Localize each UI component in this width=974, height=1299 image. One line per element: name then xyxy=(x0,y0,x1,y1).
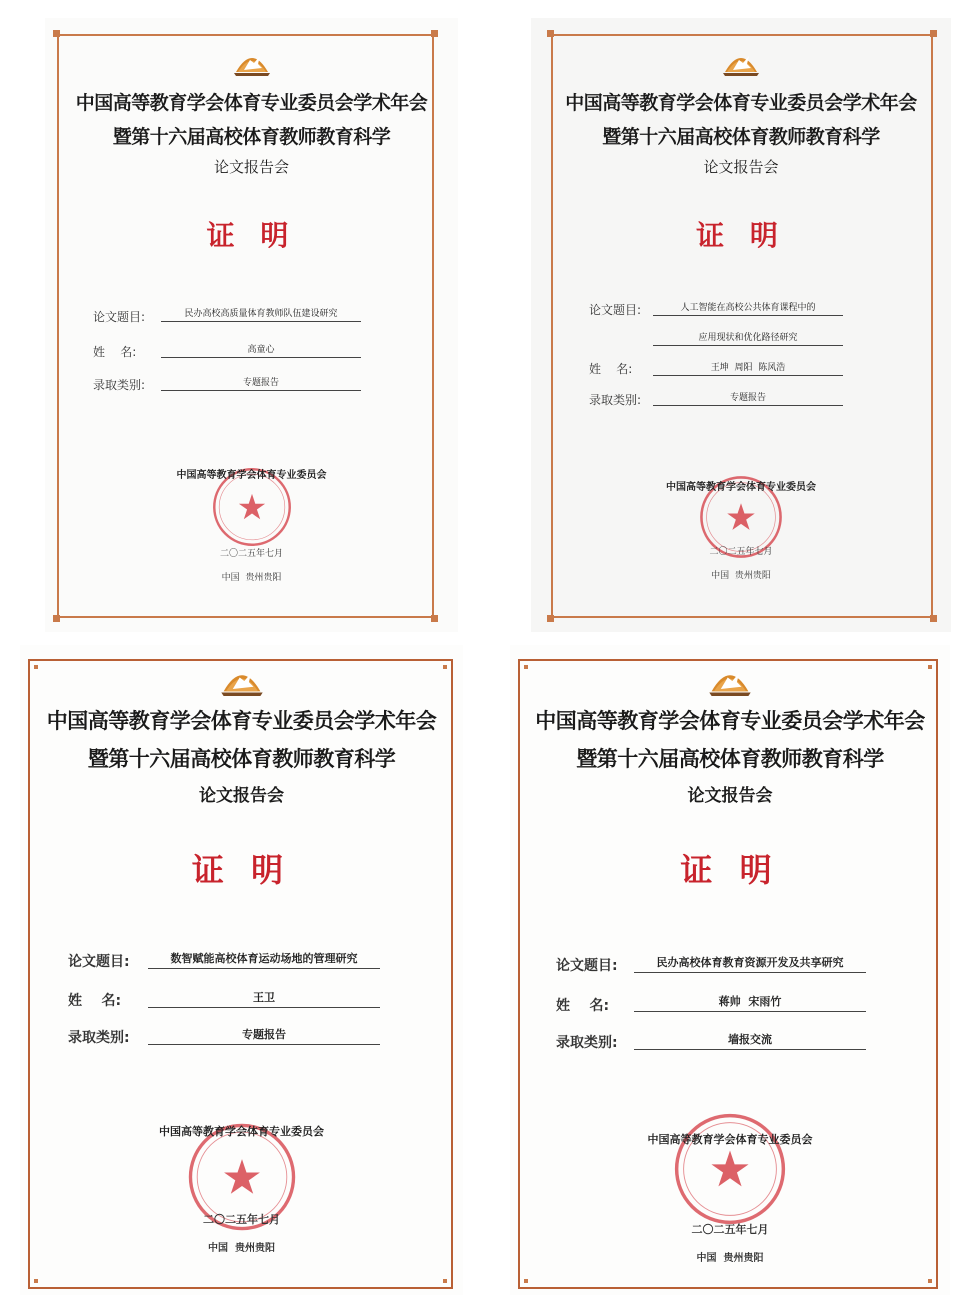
event-title-line3: 论文报告会 xyxy=(213,158,289,176)
frame-corner-ornament xyxy=(53,30,60,37)
category-value: 专题报告 xyxy=(161,375,361,391)
issuer-name: 中国高等教育学会体育专业委员会 xyxy=(176,470,327,481)
category-value: 专题报告 xyxy=(653,390,843,406)
name-value: 高童心 xyxy=(161,342,361,358)
issue-date: 二〇二五年七月 xyxy=(709,547,773,557)
frame-corner-ornament xyxy=(34,1279,38,1283)
category-label: 录取类别: xyxy=(68,1030,130,1046)
certificate-3 xyxy=(20,645,463,1295)
frame-corner-ornament xyxy=(928,1279,932,1283)
name-value: 蒋帅 宋雨竹 xyxy=(634,993,866,1012)
event-title-line2: 暨第十六届高校体育教师教育科学 xyxy=(87,746,396,771)
category-value: 墙报交流 xyxy=(634,1031,866,1050)
name-value: 王卫 xyxy=(148,989,380,1008)
event-title-line3: 论文报告会 xyxy=(199,786,284,806)
issuer-name: 中国高等教育学会体育专业委员会 xyxy=(647,1133,813,1146)
frame-corner-ornament xyxy=(928,665,932,669)
event-title-line2: 暨第十六届高校体育教师教育科学 xyxy=(602,126,880,148)
certificate-heading: 证 明 xyxy=(191,851,292,889)
certificate-heading: 证 明 xyxy=(696,219,786,252)
official-seal-icon xyxy=(672,1111,788,1227)
issue-place: 中国 贵州贵阳 xyxy=(711,571,771,581)
paper-title-label: 论文题目: xyxy=(556,958,618,974)
paper-title-value: 民办高校高质量体育教师队伍建设研究 xyxy=(161,306,361,322)
event-title-line1: 中国高等教育学会体育专业委员会学术年会 xyxy=(535,708,925,733)
event-title-line3: 论文报告会 xyxy=(703,158,779,176)
frame-corner-ornament xyxy=(930,615,937,622)
issuer-name: 中国高等教育学会体育专业委员会 xyxy=(159,1125,324,1138)
issuer-name: 中国高等教育学会体育专业委员会 xyxy=(666,482,816,493)
certificate-heading: 证 明 xyxy=(680,851,780,889)
frame-corner-ornament xyxy=(431,30,438,37)
category-label: 录取类别: xyxy=(556,1035,618,1051)
frame-corner-ornament xyxy=(930,30,937,37)
name-label: 姓 名: xyxy=(556,998,610,1014)
frame-corner-ornament xyxy=(547,615,554,622)
paper-title-label: 论文题目: xyxy=(93,310,146,324)
frame-corner-ornament xyxy=(524,665,528,669)
paper-title-label: 论文题目: xyxy=(589,303,642,317)
frame-corner-ornament xyxy=(431,615,438,622)
issue-place: 中国 贵州贵阳 xyxy=(221,573,282,583)
name-label: 姓 名: xyxy=(68,993,122,1009)
paper-title-value: 民办高校体育教育资源开发及共享研究 xyxy=(634,954,866,973)
frame-corner-ornament xyxy=(547,30,554,37)
society-logo-icon xyxy=(232,48,272,78)
issue-place: 中国 贵州贵阳 xyxy=(208,1243,275,1254)
paper-title-value: 数智赋能高校体育运动场地的管理研究 xyxy=(148,950,380,969)
name-label: 姓 名: xyxy=(93,345,137,359)
society-logo-icon xyxy=(219,663,265,699)
name-label: 姓 名: xyxy=(589,362,633,376)
certificate-1 xyxy=(45,18,458,632)
issue-date: 二〇二五年七月 xyxy=(203,1213,280,1226)
frame-corner-ornament xyxy=(524,1279,528,1283)
frame-corner-ornament xyxy=(443,1279,447,1283)
category-label: 录取类别: xyxy=(93,378,146,392)
society-logo-icon xyxy=(707,663,753,699)
paper-title-value-line2: 应用现状和优化路径研究 xyxy=(653,330,843,346)
paper-title-label: 论文题目: xyxy=(68,954,130,970)
paper-title-value-line1: 人工智能在高校公共体育课程中的 xyxy=(653,300,843,316)
event-title-line1: 中国高等教育学会体育专业委员会学术年会 xyxy=(46,708,437,733)
society-logo-icon xyxy=(721,48,761,78)
event-title-line2: 暨第十六届高校体育教师教育科学 xyxy=(576,746,884,771)
issue-date: 二〇二五年七月 xyxy=(691,1223,769,1236)
category-value: 专题报告 xyxy=(148,1026,380,1045)
event-title-line1: 中国高等教育学会体育专业委员会学术年会 xyxy=(75,92,428,114)
category-label: 录取类别: xyxy=(589,393,642,407)
certificate-2 xyxy=(531,18,951,632)
name-value: 王坤 周阳 陈风浩 xyxy=(653,360,843,376)
frame-corner-ornament xyxy=(34,665,38,669)
frame-corner-ornament xyxy=(443,665,447,669)
certificate-heading: 证 明 xyxy=(206,219,297,252)
event-title-line1: 中国高等教育学会体育专业委员会学术年会 xyxy=(565,92,917,114)
frame-corner-ornament xyxy=(53,615,60,622)
event-title-line2: 暨第十六届高校体育教师教育科学 xyxy=(112,126,391,148)
issue-place: 中国 贵州贵阳 xyxy=(696,1253,764,1264)
certificate-4 xyxy=(510,645,950,1295)
issue-date: 二〇二五年七月 xyxy=(219,549,283,559)
event-title-line3: 论文报告会 xyxy=(687,786,773,806)
